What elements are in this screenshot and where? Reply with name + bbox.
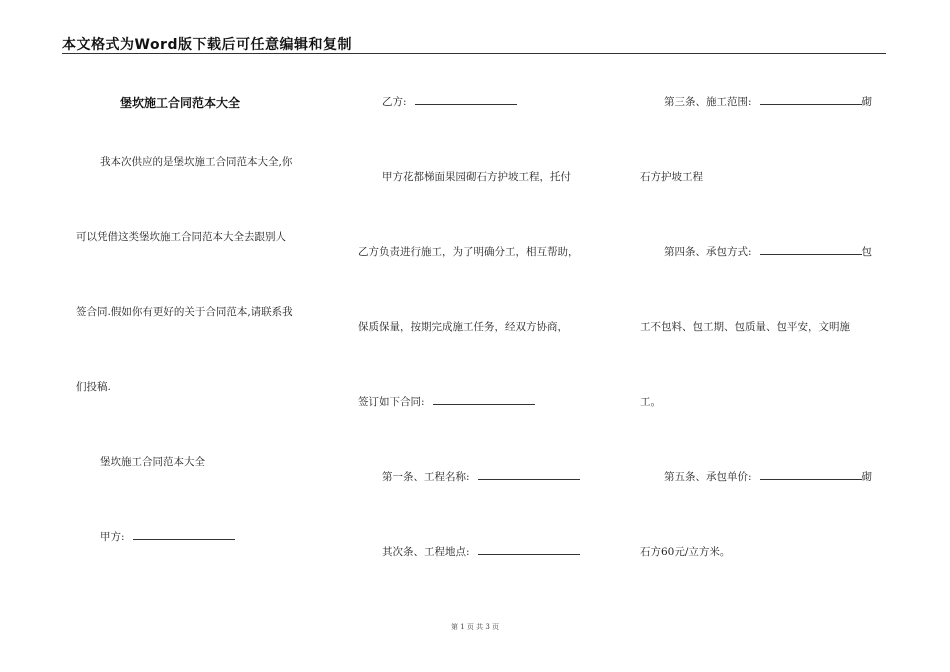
fill-in-blank (760, 245, 862, 255)
column-2 (358, 0, 608, 672)
fill-in-blank (478, 470, 580, 480)
article-5-tail: 砌 (861, 471, 873, 483)
article-2-label: 其次条、工程地点: (382, 546, 470, 558)
paragraph-line: 保质保量，按期完成施工任务，经双方协商， (358, 321, 568, 333)
column-3 (640, 0, 890, 672)
party-a-line (100, 529, 235, 544)
paragraph-line: 乙方负责进行施工，为了明确分工，相互帮助， (358, 246, 579, 258)
paragraph-line: 签合同.假如你有更好的关于合同范本,请联系我 (76, 306, 293, 318)
party-b-line (382, 94, 517, 109)
article-4-tail: 包 (861, 246, 873, 258)
article-4-line (664, 244, 872, 259)
page-number: 第 1 页 共 3 页 (450, 623, 500, 631)
article-1-line (382, 469, 580, 484)
document-title: 堡坎施工合同范本大全 (120, 96, 241, 110)
header-banner: 本文格式为Word版下载后可任意编辑和复制 (62, 37, 352, 53)
signing-label: 签订如下合同: (358, 396, 425, 408)
article-1-label: 第一条、工程名称: (382, 471, 470, 483)
fill-in-blank (760, 95, 862, 105)
article-4-label: 第四条、承包方式: (664, 246, 752, 258)
paragraph-line: 甲方花都梯面果园砌石方护坡工程，托付 (382, 171, 571, 183)
paragraph-line: 们投稿. (76, 381, 111, 393)
party-b-label: 乙方: (382, 96, 407, 108)
fill-in-blank (760, 470, 862, 480)
paragraph-line: 石方60元/立方米。 (640, 546, 731, 558)
paragraph-line: 可以凭借这类堡坎施工合同范本大全去跟别人 (76, 231, 286, 243)
fill-in-blank (415, 95, 517, 105)
party-a-label: 甲方: (100, 531, 125, 543)
contract-subtitle: 堡坎施工合同范本大全 (100, 456, 205, 468)
article-2-line (382, 544, 580, 559)
fill-in-blank (133, 530, 235, 540)
column-1 (62, 0, 332, 672)
paragraph-line: 工。 (640, 396, 661, 408)
paragraph-line: 工不包料、包工期、包质量、包平安，文明施 (640, 321, 850, 333)
fill-in-blank (478, 545, 580, 555)
article-3-tail: 砌 (861, 96, 873, 108)
signing-line (358, 394, 535, 409)
paragraph-line: 石方护坡工程 (640, 171, 703, 183)
article-3-line (664, 94, 872, 109)
article-3-label: 第三条、施工范围: (664, 96, 752, 108)
fill-in-blank (433, 395, 535, 405)
paragraph-line: 我本次供应的是堡坎施工合同范本大全,你 (100, 156, 293, 168)
article-5-line (664, 469, 872, 484)
article-5-label: 第五条、承包单价: (664, 471, 752, 483)
